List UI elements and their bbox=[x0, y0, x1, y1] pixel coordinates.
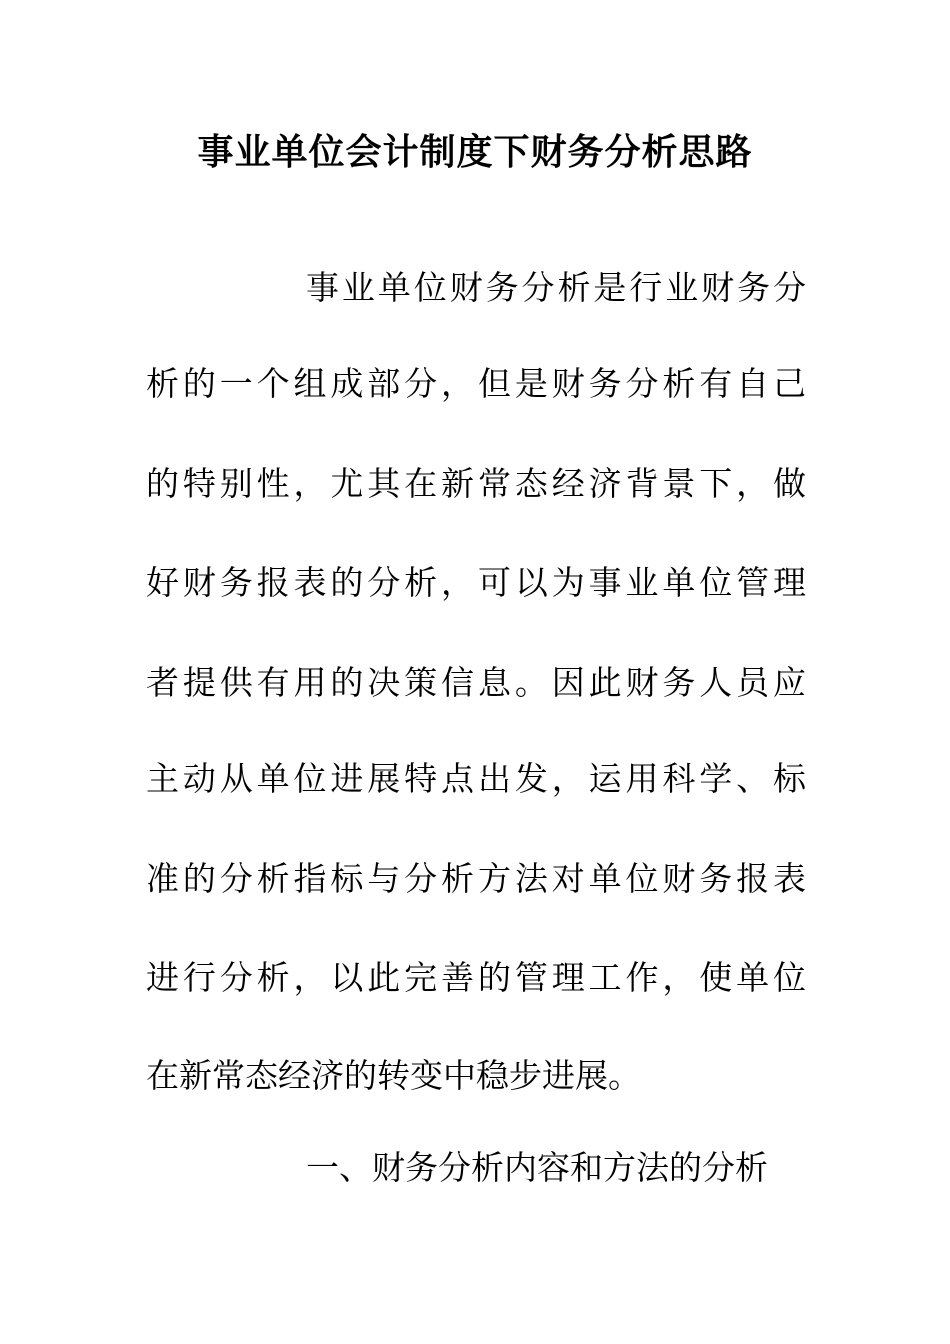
paragraph-line-6: 主动从单位进展特点出发，运用科学、标 bbox=[146, 759, 806, 798]
section-heading: 一、财务分析内容和方法的分析 bbox=[306, 1148, 768, 1187]
paragraph-line-4: 好财务报表的分析，可以为事业单位管理 bbox=[146, 563, 806, 602]
paragraph-line-9: 在新常态经济的转变中稳步进展。 bbox=[146, 1056, 641, 1095]
paragraph-line-7: 准的分析指标与分析方法对单位财务报表 bbox=[146, 859, 806, 898]
paragraph-line-5: 者提供有用的决策信息。因此财务人员应 bbox=[146, 663, 806, 702]
paragraph-line-2: 析的一个组成部分，但是财务分析有自己 bbox=[146, 364, 806, 403]
paragraph-line-8: 进行分析，以此完善的管理工作，使单位 bbox=[146, 958, 806, 997]
document-title: 事业单位会计制度下财务分析思路 bbox=[197, 131, 753, 173]
paragraph-line-3: 的特别性，尤其在新常态经济背景下，做 bbox=[146, 464, 806, 503]
paragraph-line-1: 事业单位财务分析是行业财务分 bbox=[306, 268, 806, 307]
